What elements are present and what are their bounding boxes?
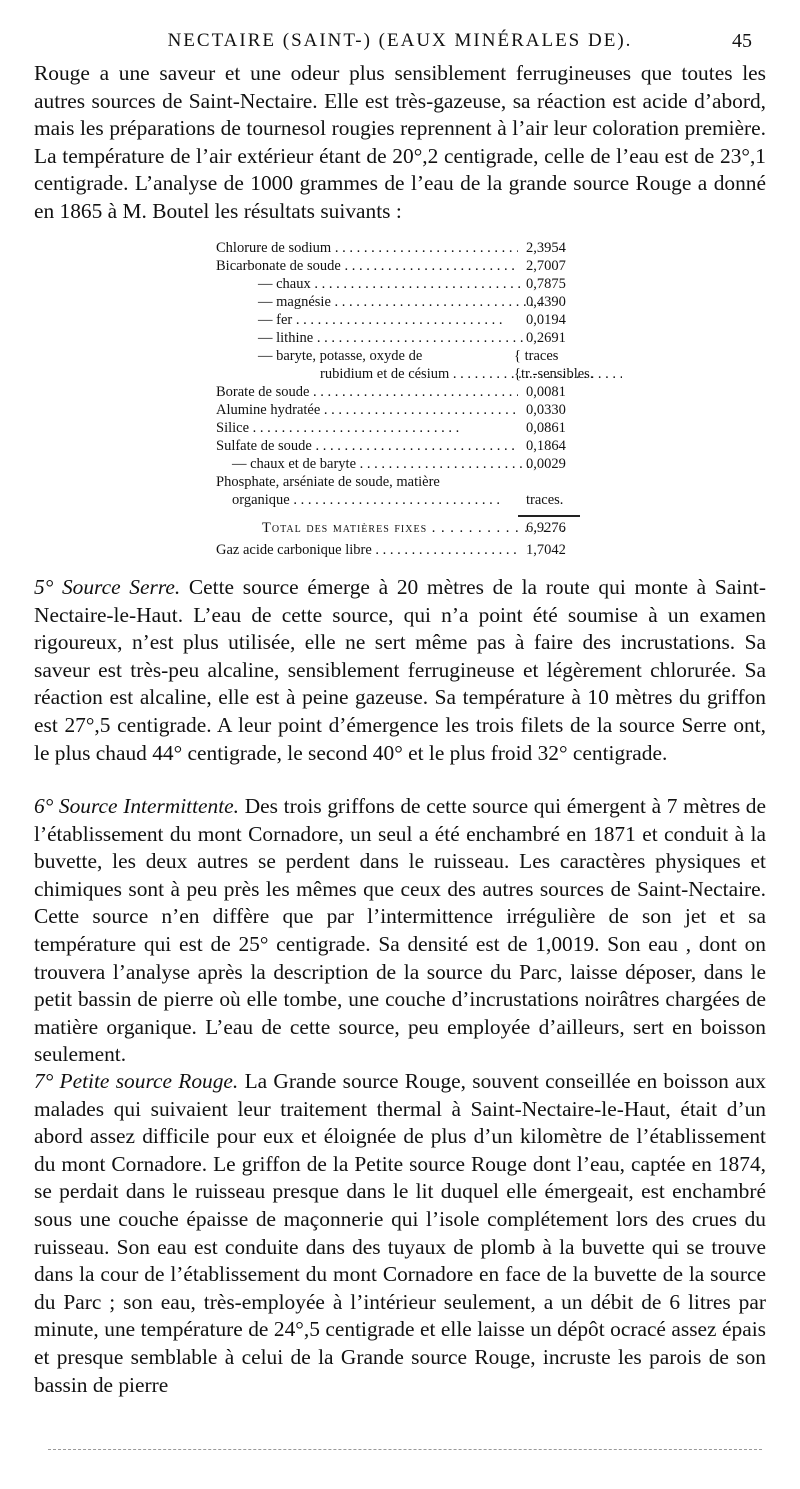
row-label: Sulfate de soude . . . (216, 438, 518, 455)
paragraph-source-rouge-continued: Rouge a une saveur et une odeur plus sensiblement ferrugineuses que toutes les autres sources de Saint-Nectaire. Elle est très-gazeuse, sa réaction est acide d’abord, mais les préparations de tournesol rougies reprennent à l’air leur coloration première. La température de l’air extérieur étant de 20°,2 centigrade, celle de l’eau est de 23°,1 centigrade. L’analyse de 1000 grammes de l’eau de la grande source Rouge a donné en 1865 à M. Boutel les résultats suivants : (34, 61, 766, 223)
row-value: traces. (526, 492, 564, 508)
table-row (216, 438, 636, 455)
page-header (0, 30, 800, 60)
total-value: 6,9276 (526, 520, 566, 536)
table-row (216, 366, 636, 383)
row-value: 0,2691 (526, 330, 566, 346)
section-lead: 6° Source Intermittente. (34, 794, 240, 818)
row-value: 0,0194 (526, 312, 566, 328)
row-value: 0,1864 (526, 438, 566, 454)
total-label: Total des matières fixes . . . (216, 520, 564, 537)
table-row (216, 348, 636, 365)
paragraph-text: La Grande source Rouge, souvent conseillée en boisson aux malades qui suivaient leur traitement thermal à Saint-Nectaire-le-Haut, était d’un abord assez difficile pour eux et éloignée de plus d’un kilomètre de l’établissement du mont Cornadore. Le griffon de la Petite source Rouge dont l’eau, captée en 1874, se perdait dans le ruisseau presque dans le lit duquel elle émergeait, est enchambré sous une couche épaisse de maçonnerie qui l’isole complétement lors des crues du ruisseau. Son eau est conduite dans des tuyaux de plomb à la buvette qui se trouve dans la cour de l’établissement du mont Cornadore en face de la buvette de la source du Parc ; son eau, très-employée à l’intérieur seulement, a un débit de 6 litres par minute, une température de 24°,5 centigrade et elle laisse un dépôt ocracé assez épais et presque semblable à celui de la Grande source Rouge, incruste les parois de son bassin de pierre (34, 1069, 766, 1397)
table-row (216, 240, 636, 257)
row-value: 2,3954 (526, 240, 566, 256)
row-value: 0,4390 (526, 294, 566, 310)
total-rule (518, 515, 580, 517)
section-lead: 7° Petite source Rouge. (34, 1069, 239, 1093)
table-row (216, 276, 636, 293)
table-row (216, 258, 636, 275)
gas-value: 1,7042 (526, 542, 566, 558)
table-row (216, 330, 636, 347)
row-label: — chaux . . . (216, 276, 560, 293)
row-value: 2,7007 (526, 258, 566, 274)
row-value: 0,0330 (526, 402, 566, 418)
paragraph-source-intermittente (34, 793, 766, 1069)
bottom-rule (48, 1449, 762, 1450)
paragraph-petite-source-rouge (34, 1068, 766, 1399)
row-label: Silice . . . (216, 420, 518, 437)
row-label: — baryte, potasse, oxyde de (258, 348, 423, 364)
paragraph-text: Des trois griffons de cette source qui émergent à 7 mètres de l’établissement du mont Cornadore, un seul a été enchambré en 1871 et conduit à la buvette, les deux autres se perdent dans le ruisseau. Les caractères physiques et chimiques sont à peu près les mêmes que ceux des autres sources de Saint-Nectaire. Cette source n’en diffère que par l’intermittence irrégulière de son jet et sa température qui est de 25° centigrade. Sa densité est de 1,0019. Son eau , dont on trouvera l’analyse après la description de la source du Parc, laisse déposer, dans le petit bassin de pierre où elle tombe, une couche d’incrustations noirâtres chargées de matière organique. L’eau de cette source, peu employée d’ailleurs, sert en boisson seulement. (34, 794, 766, 1067)
table-row (216, 420, 636, 437)
table-row (216, 474, 636, 491)
row-label: Phosphate, arséniate de soude, matière (216, 474, 440, 490)
row-value: 0,7875 (526, 276, 566, 292)
gas-row (216, 542, 636, 559)
paragraph-text: Cette source émerge à 20 mètres de la route qui monte à Saint-Nectaire-le-Haut. L’eau de cette source, qui n’a point été soumise à un examen rigoureux, n’est plus utilisée, elle ne sert même pas à faire des incrustations. Sa saveur est très-peu alcaline, sensiblement ferrugineuse et légèrement chlorurée. Sa réaction est alcaline, elle est à peine gazeuse. Sa température à 10 mètres du griffon est 27°,5 centigrade. A leur point d’émergence les trois filets de la source Serre ont, le plus chaud 44° centigrade, le second 40° et le plus froid 32° centigrade. (34, 575, 766, 765)
gas-label: Gaz acide carbonique libre . . . (216, 542, 518, 559)
row-label: — lithine . . . (216, 330, 560, 347)
row-value: 0,0861 (526, 420, 566, 436)
row-label: — chaux et de baryte . . . (216, 456, 534, 473)
row-value: {tr.-sensibles. (514, 366, 594, 382)
running-title: NECTAIRE (SAINT-) (EAUX MINÉRALES DE). (167, 30, 633, 51)
row-value: 0,0081 (526, 384, 566, 400)
table-row (216, 384, 636, 401)
page-number: 45 (732, 30, 752, 52)
row-label: rubidium et de césium . . . (216, 366, 622, 383)
table-row (216, 456, 636, 473)
table-row (216, 492, 636, 509)
section-lead: 5° Source Serre. (34, 575, 181, 599)
table-row (216, 402, 636, 419)
row-label: — fer . . . (216, 312, 560, 329)
table-row (216, 312, 636, 329)
table-row (216, 294, 636, 311)
row-label: organique . . . (216, 492, 534, 509)
row-label: Chlorure de sodium . . . (216, 240, 518, 257)
row-label: Alumine hydratée . . . (216, 402, 518, 419)
row-label: Borate de soude . . . (216, 384, 518, 401)
row-label: Bicarbonate de soude . . . (216, 258, 518, 275)
paragraph-source-serre (34, 574, 766, 767)
row-value: 0,0029 (526, 456, 566, 472)
total-row (216, 520, 636, 537)
row-label: — magnésie . . . (216, 294, 560, 311)
row-value: { traces (514, 348, 559, 364)
